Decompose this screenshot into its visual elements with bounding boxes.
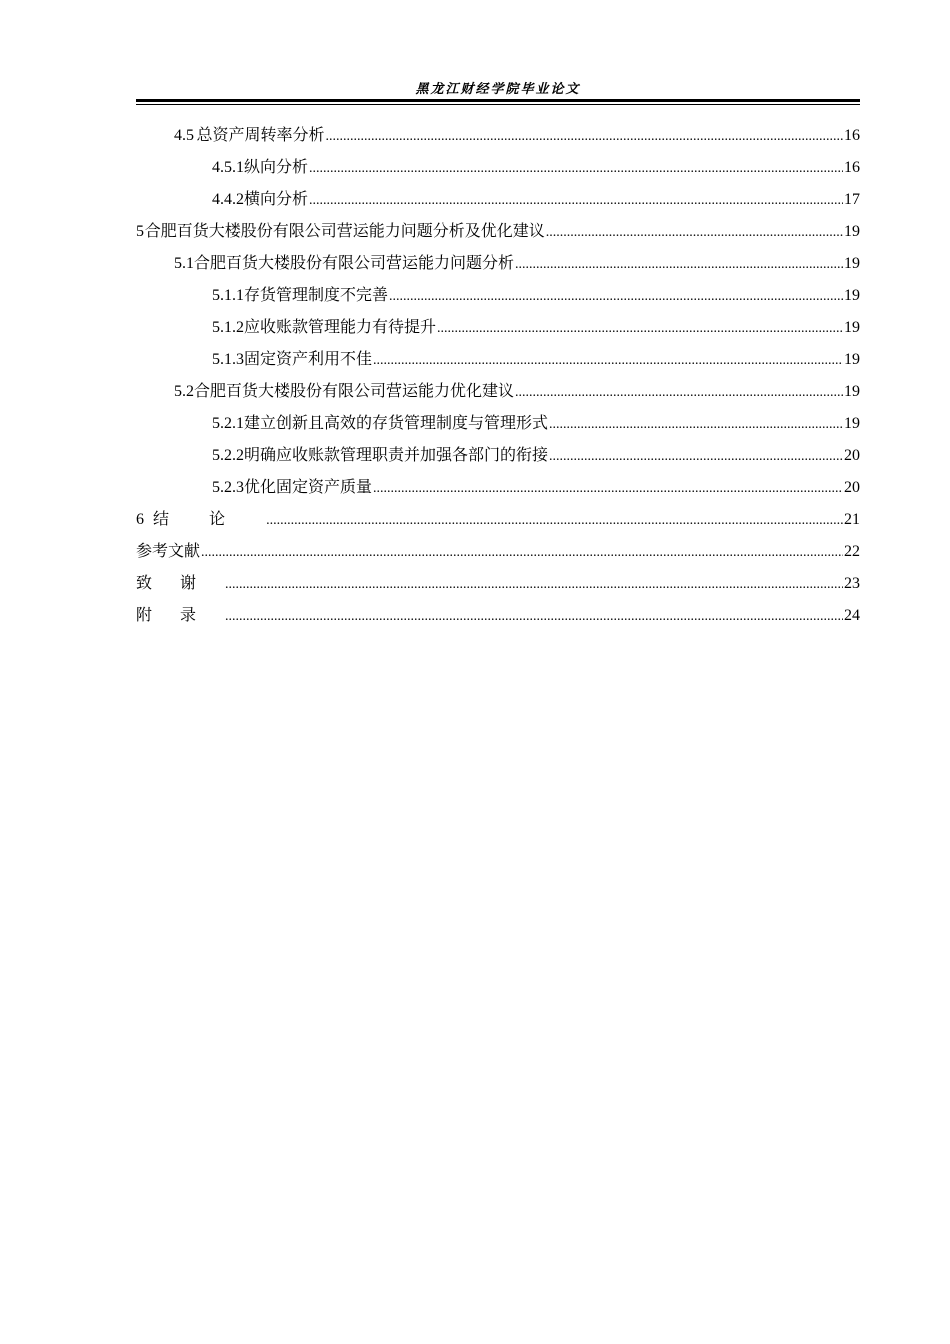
toc-page: 19 [844, 351, 860, 368]
toc-entry-5-2-3[interactable] [136, 471, 860, 503]
toc-leader [309, 153, 843, 185]
toc-leader [549, 441, 843, 473]
toc-page: 19 [844, 319, 860, 336]
toc-number: 5 [136, 223, 144, 240]
toc-entry-acknowledgements[interactable] [136, 567, 860, 599]
toc-number: 5.2 [174, 383, 194, 400]
toc-entry-5-2-2[interactable] [136, 439, 860, 471]
toc-entry-6[interactable] [136, 503, 860, 535]
header-rule-thick [136, 99, 860, 102]
toc-leader [325, 121, 843, 153]
toc-entry-5-2-1[interactable] [136, 407, 860, 439]
toc-leader [309, 185, 843, 217]
toc-page: 20 [844, 447, 860, 464]
toc-page: 19 [844, 255, 860, 272]
toc-title: 合肥百货大楼股份有限公司营运能力问题分析 [194, 253, 515, 272]
toc-page: 16 [844, 127, 860, 144]
table-of-contents [136, 119, 860, 631]
toc-entry-appendix[interactable] [136, 599, 860, 631]
toc-title: 参考文献 [136, 541, 201, 560]
toc-number: 5.1 [174, 255, 194, 272]
toc-number: 5.1.1 [212, 287, 244, 304]
toc-number: 4.4.2 [212, 191, 244, 208]
toc-title: 结论 [153, 509, 266, 528]
toc-leader [225, 601, 843, 633]
toc-number: 5.1.2 [212, 319, 244, 336]
toc-leader [373, 345, 843, 377]
toc-title: 明确应收账款管理职责并加强各部门的衔接 [244, 445, 549, 464]
toc-page: 20 [844, 479, 860, 496]
toc-leader [266, 505, 843, 537]
toc-leader [515, 249, 843, 281]
toc-entry-4-5-1[interactable] [136, 151, 860, 183]
toc-leader [437, 313, 843, 345]
toc-title: 致谢 [136, 573, 225, 592]
toc-title: 建立创新且高效的存货管理制度与管理形式 [244, 413, 549, 432]
toc-title: 固定资产利用不佳 [244, 349, 373, 368]
toc-page: 19 [844, 415, 860, 432]
toc-entry-4-5[interactable] [136, 119, 860, 151]
toc-number: 5.1.3 [212, 351, 244, 368]
toc-title: 合肥百货大楼股份有限公司营运能力问题分析及优化建议 [144, 221, 545, 240]
toc-number: 5.2.1 [212, 415, 244, 432]
toc-leader [546, 217, 843, 249]
toc-page: 21 [844, 511, 860, 528]
toc-number: 4.5.1 [212, 159, 244, 176]
toc-leader [373, 473, 843, 505]
toc-title: 附录 [136, 605, 225, 624]
toc-entry-5-1-2[interactable] [136, 311, 860, 343]
toc-title: 合肥百货大楼股份有限公司营运能力优化建议 [194, 381, 515, 400]
toc-entry-5-1-1[interactable] [136, 279, 860, 311]
header-rule-thin [136, 104, 860, 105]
toc-page: 22 [844, 543, 860, 560]
toc-page: 19 [844, 223, 860, 240]
toc-title: 纵向分析 [244, 157, 309, 176]
toc-page: 16 [844, 159, 860, 176]
toc-leader [201, 537, 843, 569]
toc-leader [515, 377, 843, 409]
toc-entry-5-2[interactable] [136, 375, 860, 407]
toc-leader [549, 409, 843, 441]
page-header: 黑龙江财经学院毕业论文 [415, 82, 581, 97]
toc-number: 4.5 [174, 127, 194, 144]
toc-page: 19 [844, 383, 860, 400]
toc-title: 优化固定资产质量 [244, 477, 373, 496]
toc-entry-5-1[interactable] [136, 247, 860, 279]
toc-title: 应收账款管理能力有待提升 [244, 317, 437, 336]
toc-page: 17 [844, 191, 860, 208]
toc-entry-5[interactable] [136, 215, 860, 247]
toc-entry-references[interactable] [136, 535, 860, 567]
toc-title: 总资产周转率分析 [196, 125, 325, 144]
toc-leader [389, 281, 843, 313]
toc-number: 5.2.3 [212, 479, 244, 496]
toc-title: 存货管理制度不完善 [244, 285, 389, 304]
toc-leader [225, 569, 843, 601]
toc-title: 横向分析 [244, 189, 309, 208]
toc-entry-4-4-2[interactable] [136, 183, 860, 215]
toc-page: 24 [844, 607, 860, 624]
toc-number: 5.2.2 [212, 447, 244, 464]
toc-page: 23 [844, 575, 860, 592]
toc-page: 19 [844, 287, 860, 304]
toc-entry-5-1-3[interactable] [136, 343, 860, 375]
toc-number: 6 [136, 511, 144, 528]
